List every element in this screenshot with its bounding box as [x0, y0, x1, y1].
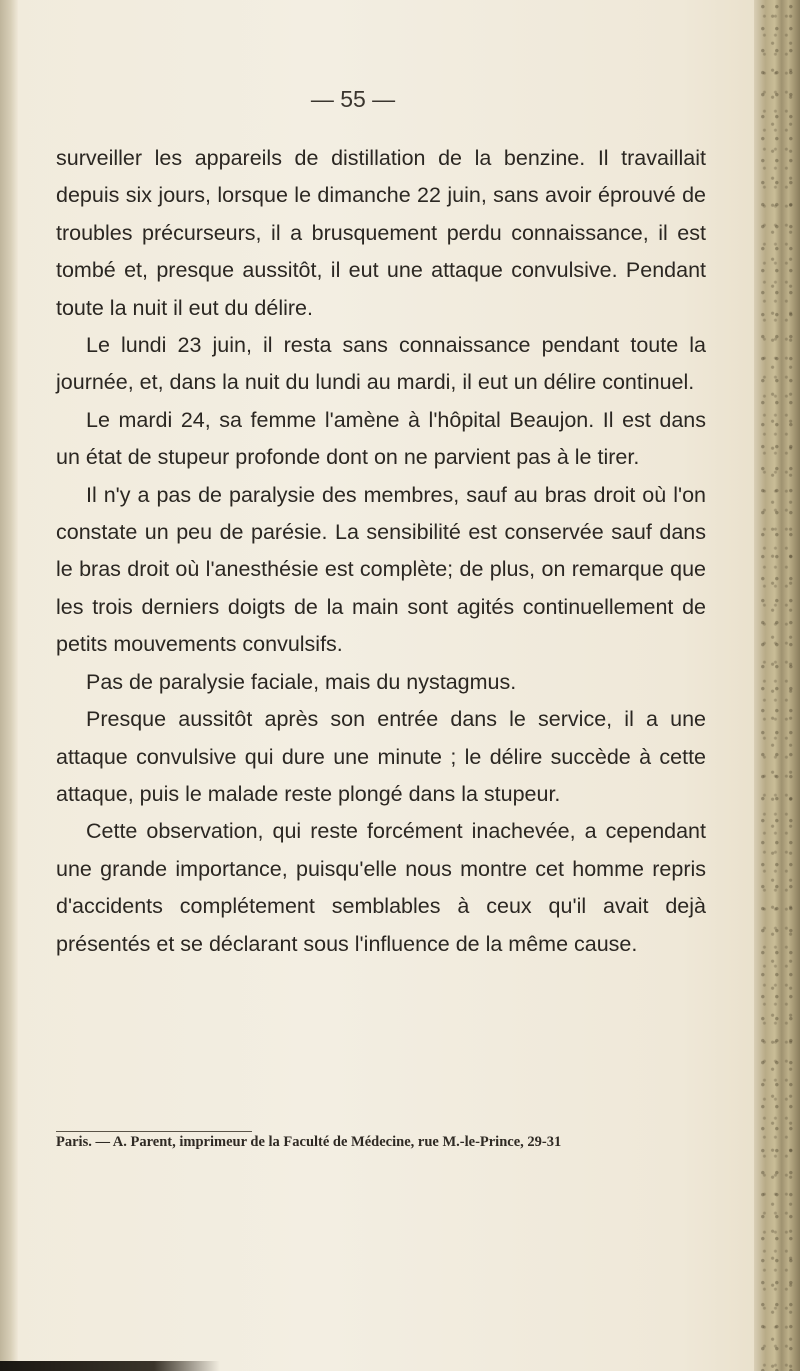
footer-rule: [56, 1131, 252, 1132]
paragraph: Presque aussitôt après son entrée dans le service, il a une attaque convulsive qui dure une minute ; le délire succède à cette attaque, puis le malade reste plongé dans la stupeur.: [56, 707, 706, 806]
paragraph: Le mardi 24, sa femme l'amène à l'hôpital Beaujon. Il est dans un état de stupeur profonde dont on ne parvient pas à le tirer.: [56, 407, 706, 470]
bottom-edge-shadow: [0, 1361, 220, 1371]
printer-imprint: Paris. — A. Parent, imprimeur de la Faculté de Médecine, rue M.-le-Prince, 29-31: [56, 1134, 562, 1150]
paragraph: Le lundi 23 juin, il resta sans connaissance pendant toute la journée, et, dans la nuit du lundi au mardi, il eut un délire continuel.: [56, 333, 706, 395]
page-number: — 55 —: [310, 86, 396, 112]
body-text: [56, 140, 706, 963]
paragraph: Il n'y a pas de paralysie des membres, sauf au bras droit où l'on constate un peu de parésie. La sensibilité est conservée sauf dans le bras droit où l'anesthésie est complète; de plus, on remarque que les trois derniers doigts de la main sont agités continuellement de petits mouvements convulsifs.: [56, 482, 706, 657]
paragraph: Pas de paralysie faciale, mais du nystagmus.: [86, 669, 517, 694]
page-edge-stains: [760, 0, 794, 1371]
paragraph: surveiller les appareils de distillation de la benzine. Il travaillait depuis six jours, lorsque le dimanche 22 juin, sans avoir éprouvé de troubles précurseurs, il a brusquement perdu connaissance, il est tombé et, presque aussitôt, il eut une attaque convulsive. Pendant toute la nuit il eut du délire.: [56, 146, 706, 320]
paragraph: Cette observation, qui reste forcément inachevée, a cependant une grande importance, puisqu'elle nous montre cet homme repris d'accidents complétement semblables à ceux qu'il avait dejà présentés et se déclarant sous l'influence de la même cause.: [56, 819, 706, 956]
page-left-edge: [0, 0, 18, 1371]
